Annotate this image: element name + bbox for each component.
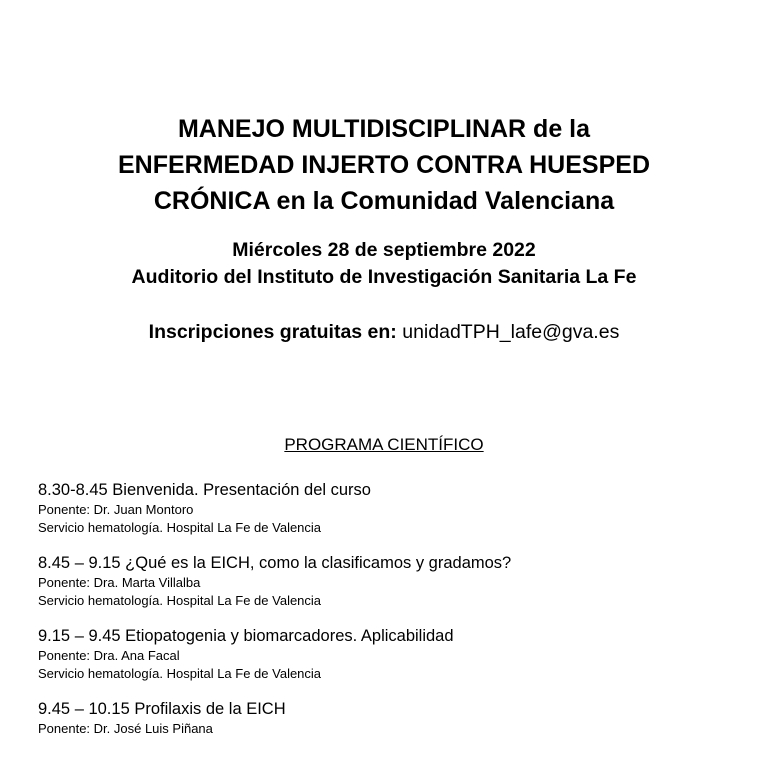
session-title: 9.45 – 10.15 Profilaxis de la EICH bbox=[38, 700, 286, 718]
session-list bbox=[38, 480, 758, 754]
session-affiliation: Servicio hematología. Hospital La Fe de Valencia bbox=[38, 593, 322, 608]
title-line-2: ENFERMEDAD INJERTO CONTRA HUESPED bbox=[118, 151, 650, 179]
session-item bbox=[38, 480, 758, 537]
session-title: 8.45 – 9.15 ¿Qué es la EICH, como la clasificamos y gradamos? bbox=[38, 554, 512, 572]
session-item bbox=[38, 699, 758, 738]
title-line-3: CRÓNICA en la Comunidad Valenciana bbox=[153, 187, 615, 215]
session-speaker: Ponente: Dra. Marta Villalba bbox=[38, 575, 201, 590]
session-title: 8.30-8.45 Bienvenida. Presentación del curso bbox=[38, 481, 371, 499]
session-item bbox=[38, 553, 758, 610]
session-affiliation: Servicio hematología. Hospital La Fe de Valencia bbox=[38, 520, 322, 535]
document-title bbox=[0, 111, 768, 219]
event-info bbox=[0, 237, 768, 291]
registration-email: unidadTPH_lafe@gva.es bbox=[402, 321, 620, 343]
program-heading: PROGRAMA CIENTÍFICO bbox=[284, 435, 484, 454]
title-line-1: MANEJO MULTIDISCIPLINAR de la bbox=[177, 115, 591, 143]
event-venue: Auditorio del Instituto de Investigación Sanitaria La Fe bbox=[131, 266, 637, 288]
event-date: Miércoles 28 de septiembre 2022 bbox=[232, 239, 536, 261]
session-speaker: Ponente: Dra. Ana Facal bbox=[38, 648, 180, 663]
session-item bbox=[38, 626, 758, 683]
session-affiliation: Servicio hematología. Hospital La Fe de Valencia bbox=[38, 666, 322, 681]
session-speaker: Ponente: Dr. José Luis Piñana bbox=[38, 721, 213, 736]
session-title: 9.15 – 9.45 Etiopatogenia y biomarcadores. Aplicabilidad bbox=[38, 627, 454, 645]
session-speaker: Ponente: Dr. Juan Montoro bbox=[38, 502, 194, 517]
registration-info bbox=[0, 319, 768, 345]
registration-label: Inscripciones gratuitas en: bbox=[148, 321, 397, 343]
